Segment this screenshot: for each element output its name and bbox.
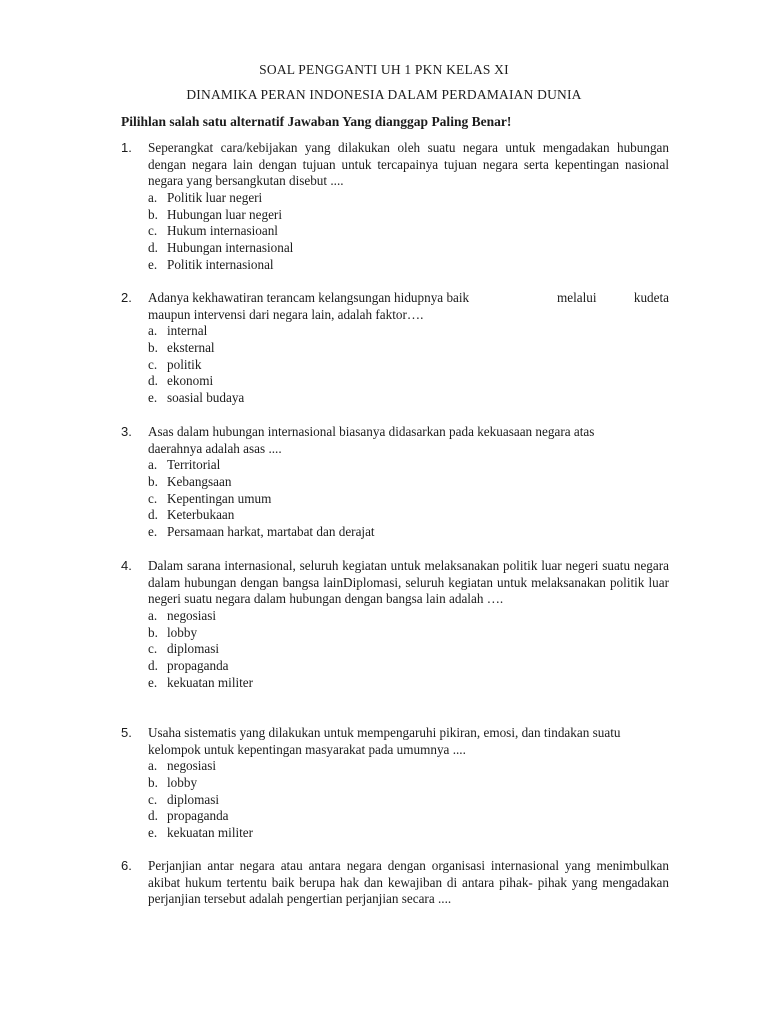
option-d[interactable] [148, 658, 669, 675]
options-list [148, 457, 669, 540]
option-text: Keterbukaan [167, 507, 235, 523]
options-list [148, 323, 669, 406]
question-number: 3. [121, 424, 132, 439]
option-c[interactable] [148, 223, 669, 240]
option-text: Kebangsaan [167, 474, 232, 490]
question-number: 4. [121, 558, 132, 573]
document-subtitle: DINAMIKA PERAN INDONESIA DALAM PERDAMAIAN DUNIA [186, 87, 582, 102]
option-text: Persamaan harkat, martabat dan derajat [167, 524, 375, 540]
option-letter: c. [148, 356, 158, 372]
option-text: negosiasi [167, 608, 217, 624]
option-text: diplomasi [167, 791, 220, 807]
question-number: 5. [121, 725, 132, 740]
instruction-text: Pilihlan salah satu alternatif Jawaban Yang dianggap Paling Benar! [121, 114, 512, 129]
option-b[interactable] [148, 207, 669, 224]
option-text: Hukum internasioanl [167, 223, 278, 239]
option-letter: c. [148, 791, 158, 807]
option-letter: e. [148, 256, 158, 272]
option-text: politik [167, 356, 202, 372]
option-letter: a. [148, 323, 158, 339]
question-6 [121, 858, 669, 908]
option-letter: b. [148, 775, 158, 791]
option-letter: e. [148, 674, 158, 690]
option-e[interactable] [148, 675, 669, 692]
question-3 [121, 424, 669, 541]
option-text: eksternal [167, 340, 215, 356]
question-2 [121, 290, 669, 407]
option-text: Politik luar negeri [167, 190, 263, 206]
option-text: Kepentingan umum [167, 490, 272, 506]
option-text: kekuatan militer [167, 674, 254, 690]
option-b[interactable] [148, 775, 669, 792]
option-text: negosiasi [167, 758, 217, 774]
option-text: ekonomi [167, 373, 214, 389]
option-text: propaganda [167, 808, 229, 824]
question-number: 6. [121, 858, 132, 873]
question-text-part: kudeta [633, 290, 669, 305]
option-letter: b. [148, 340, 158, 356]
option-letter: b. [148, 474, 158, 490]
option-text: lobby [167, 775, 198, 791]
question-text: Seperangkat cara/kebijakan yang dilakukan oleh suatu negara untuk mengadakan hubungan dengan negara lain dengan tujuan untuk tercapainya tujuan negara serta kepentingan nasional negara yang bersangkutan disebut .... [148, 140, 669, 189]
option-d[interactable] [148, 507, 669, 524]
option-text: Hubungan internasional [167, 240, 294, 256]
question-number: 2. [121, 290, 132, 305]
options-list [148, 190, 669, 273]
option-c[interactable] [148, 792, 669, 809]
option-letter: c. [148, 490, 158, 506]
option-e[interactable] [148, 257, 669, 274]
option-b[interactable] [148, 625, 669, 642]
question-text-part: melalui [557, 290, 597, 305]
option-letter: a. [148, 608, 158, 624]
question-text [148, 290, 669, 323]
option-letter: c. [148, 641, 158, 657]
option-a[interactable] [148, 323, 669, 340]
question-5 [121, 725, 669, 842]
option-letter: e. [148, 390, 158, 406]
option-letter: a. [148, 457, 158, 473]
option-letter: c. [148, 223, 158, 239]
option-e[interactable] [148, 390, 669, 407]
option-text: kekuatan militer [167, 825, 254, 841]
question-text: Usaha sistematis yang dilakukan untuk mempengaruhi pikiran, emosi, dan tindakan suatu kelompok untuk kepentingan masyarakat pada umumnya .... [148, 725, 621, 757]
option-text: soasial budaya [167, 390, 245, 406]
question-text-part: Adanya kekhawatiran terancam kelangsungan hidupnya baik [148, 290, 470, 305]
option-d[interactable] [148, 808, 669, 825]
question-number: 1. [121, 140, 132, 155]
options-list [148, 758, 669, 841]
option-letter: a. [148, 758, 158, 774]
option-letter: d. [148, 373, 158, 389]
question-text: Perjanjian antar negara atau antara negara dengan organisasi internasional yang menimbulkan akibat hukum tertentu baik berupa hak dan kewajiban di antara pihak- pihak yang mengadakan perjanjian tersebut adalah pengertian perjanjian secara .... [148, 858, 669, 907]
option-d[interactable] [148, 240, 669, 257]
option-text: diplomasi [167, 641, 220, 657]
option-letter: d. [148, 808, 158, 824]
option-letter: d. [148, 658, 158, 674]
option-letter: e. [148, 524, 158, 540]
option-c[interactable] [148, 641, 669, 658]
option-letter: d. [148, 507, 158, 523]
option-a[interactable] [148, 608, 669, 625]
option-c[interactable] [148, 491, 669, 508]
option-text: lobby [167, 624, 198, 640]
option-c[interactable] [148, 357, 669, 374]
options-list [148, 608, 669, 691]
option-letter: b. [148, 624, 158, 640]
option-text: Territorial [167, 457, 221, 473]
option-text: internal [167, 323, 208, 339]
question-text: Asas dalam hubungan internasional biasanya didasarkan pada kekuasaan negara atas daerahnya adalah asas .... [148, 424, 595, 456]
option-text: Hubungan luar negeri [167, 206, 282, 222]
option-e[interactable] [148, 524, 669, 541]
document-title: SOAL PENGGANTI UH 1 PKN KELAS XI [259, 62, 509, 77]
option-text: Politik internasional [167, 256, 274, 272]
option-d[interactable] [148, 373, 669, 390]
option-letter: a. [148, 190, 158, 206]
question-text-line: maupun intervensi dari negara lain, adalah faktor…. [148, 306, 424, 322]
option-letter: b. [148, 206, 158, 222]
question-4 [121, 558, 669, 692]
option-b[interactable] [148, 474, 669, 491]
question-text: Dalam sarana internasional, seluruh kegiatan untuk melaksanakan politik luar negeri suatu negara dalam hubungan dengan bangsa lainDiplomasi, seluruh kegiatan untuk melaksanakan politik luar negeri suatu negara dalam hubungan dengan bangsa lain adalah …. [148, 558, 669, 607]
option-b[interactable] [148, 340, 669, 357]
option-e[interactable] [148, 825, 669, 842]
option-letter: e. [148, 825, 158, 841]
option-letter: d. [148, 240, 158, 256]
option-text: propaganda [167, 658, 229, 674]
option-a[interactable] [148, 457, 669, 474]
question-1 [121, 140, 669, 274]
option-a[interactable] [148, 190, 669, 207]
option-a[interactable] [148, 758, 669, 775]
